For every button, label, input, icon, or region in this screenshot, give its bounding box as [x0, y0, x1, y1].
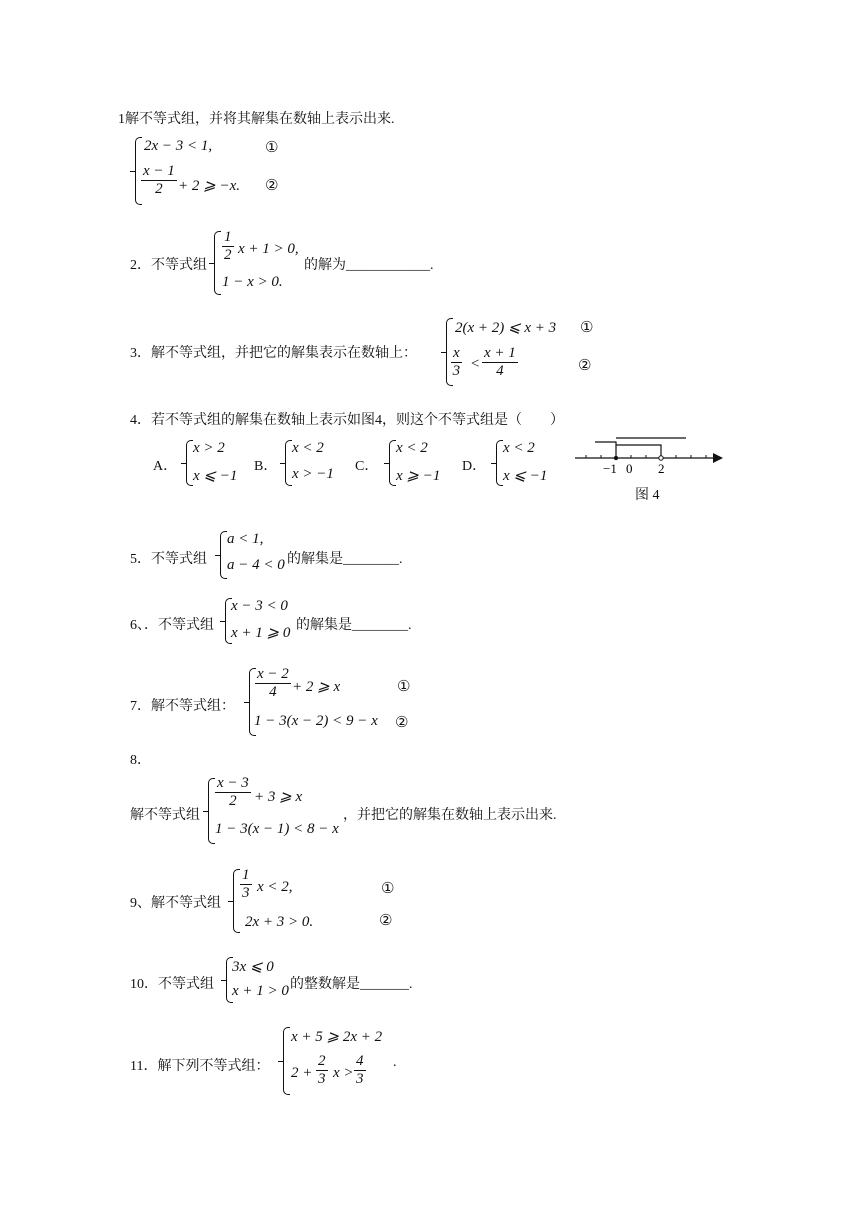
- problem-9-brace: [233, 869, 240, 933]
- p2-line2: 1 − x > 0.: [222, 274, 283, 290]
- p2-line1-rest: x + 1 > 0,: [238, 241, 299, 257]
- p5-line2: a − 4 < 0: [227, 557, 285, 573]
- problem-5-brace: [220, 531, 227, 579]
- closed-dot: [614, 456, 618, 460]
- p8-line2: 1 − 3(x − 1) < 8 − x: [215, 821, 339, 837]
- p7-line2: 1 − 3(x − 2) < 9 − x: [254, 713, 378, 729]
- problem-4-text: 4．若不等式组的解集在数轴上表示如图4，则这个不等式组是（ ）: [130, 413, 564, 428]
- option-d-line2: x ⩽ −1: [503, 468, 548, 484]
- option-d-brace: [496, 440, 503, 486]
- problem-8-text: 解不等式组: [130, 808, 200, 823]
- p9-line1-rest: x < 2,: [257, 879, 293, 895]
- problem-7-text: 7．解不等式组：: [130, 699, 235, 714]
- p11-line2-a: 2 +: [291, 1065, 313, 1081]
- option-d-line1: x < 2: [503, 440, 535, 456]
- p11-fraction-a: $\frac{2}{3}$: [318, 1053, 326, 1087]
- p3-mark-2: ②: [578, 356, 592, 374]
- problem-1-text: 1解不等式组，并将其解集在数轴上表示出来.: [118, 112, 395, 127]
- p9-line2: 2x + 3 > 0.: [245, 914, 314, 930]
- problem-8-brace: [208, 778, 215, 844]
- p6-line2: x + 1 ⩾ 0: [231, 625, 291, 641]
- option-a-line1: x > 2: [193, 440, 225, 456]
- p7-mark-2: ②: [395, 713, 409, 731]
- p6-line1: x − 3 < 0: [231, 598, 288, 614]
- p9-mark-1: ①: [381, 879, 395, 897]
- problem-11-brace: [283, 1027, 290, 1095]
- problem-2-brace: [214, 231, 221, 295]
- p9-fraction: $\frac{1}{3}$: [242, 867, 250, 901]
- problem-10-text: 10．不等式组: [130, 977, 214, 992]
- p7-fraction: $\frac{x - 2}{4}$: [257, 666, 289, 700]
- option-a-label: A．: [153, 459, 178, 474]
- option-c-brace: [389, 440, 396, 486]
- p1-mark-1: ①: [265, 138, 279, 156]
- p7-line1-rest: + 2 ⩾ x: [292, 679, 341, 695]
- p7-mark-1: ①: [397, 677, 411, 695]
- problem-2-text: 2．不等式组: [130, 258, 207, 273]
- problem-5-suffix: 的解集是________.: [287, 552, 403, 567]
- p3-op: <: [470, 356, 481, 372]
- number-line-figure: [570, 428, 730, 476]
- label-2: 2: [658, 461, 665, 476]
- problem-3-text: 3．解不等式组，并把它的解集表示在数轴上：: [130, 346, 417, 361]
- p1-line1: 2x − 3 < 1,: [144, 138, 213, 154]
- p1-mark-2: ②: [265, 176, 279, 194]
- problem-8-number: 8．: [130, 753, 151, 768]
- p3-line1: 2(x + 2) ⩽ x + 3: [455, 320, 557, 336]
- p10-line1: 3x ⩽ 0: [232, 959, 274, 975]
- option-d-label: D．: [462, 459, 487, 474]
- option-c-label: C．: [355, 459, 379, 474]
- problem-11-end: .: [393, 1055, 397, 1070]
- p1-fraction: $\frac{x - 1}{2}$: [143, 163, 175, 197]
- problem-6-text: 6、．不等式组: [130, 618, 214, 633]
- problem-8-suffix: ，并把它的解集在数轴上表示出来.: [343, 808, 557, 823]
- problem-2-suffix: 的解为____________.: [304, 258, 434, 273]
- option-a-brace: [186, 440, 193, 486]
- p11-line2-mid: x >: [333, 1065, 354, 1081]
- label-minus-1: −1: [603, 461, 617, 476]
- p11-fraction-b: $\frac{4}{3}$: [356, 1053, 364, 1087]
- axis-arrow: [713, 453, 723, 463]
- label-0: 0: [626, 461, 633, 476]
- ray-right: [616, 445, 661, 456]
- p3-fraction-b: $\frac{x + 1}{4}$: [484, 345, 516, 379]
- open-dot: [659, 456, 663, 460]
- p3-mark-1: ①: [580, 318, 594, 336]
- p9-mark-2: ②: [379, 911, 393, 929]
- p2-fraction: $\frac{1}{2}$: [224, 229, 232, 263]
- problem-10-suffix: 的整数解是_______.: [290, 977, 413, 992]
- p10-line2: x + 1 > 0: [232, 983, 289, 999]
- option-c-line2: x ⩾ −1: [396, 468, 441, 484]
- ray-left: [595, 442, 616, 458]
- option-b-line2: x > −1: [292, 466, 334, 482]
- problem-9-text: 9、解不等式组: [130, 896, 221, 911]
- p1-line2-rest: + 2 ⩾ −x.: [178, 178, 240, 194]
- option-b-line1: x < 2: [292, 440, 324, 456]
- p3-fraction-a: $\frac{x}{3}$: [452, 345, 461, 379]
- p8-fraction: $\frac{x - 3}{2}$: [217, 775, 249, 809]
- problem-5-text: 5．不等式组: [130, 552, 207, 567]
- problem-6-suffix: 的解集是________.: [296, 618, 412, 633]
- option-b-brace: [285, 440, 292, 486]
- option-c-line1: x < 2: [396, 440, 428, 456]
- problem-11-text: 11．解下列不等式组：: [130, 1059, 270, 1074]
- p5-line1: a < 1,: [227, 531, 264, 547]
- p11-line1: x + 5 ⩾ 2x + 2: [291, 1029, 383, 1045]
- p8-line1-rest: + 3 ⩾ x: [254, 789, 303, 805]
- option-b-label: B．: [254, 459, 278, 474]
- figure-4-caption: 图 4: [635, 488, 660, 503]
- option-a-line2: x ⩽ −1: [193, 468, 238, 484]
